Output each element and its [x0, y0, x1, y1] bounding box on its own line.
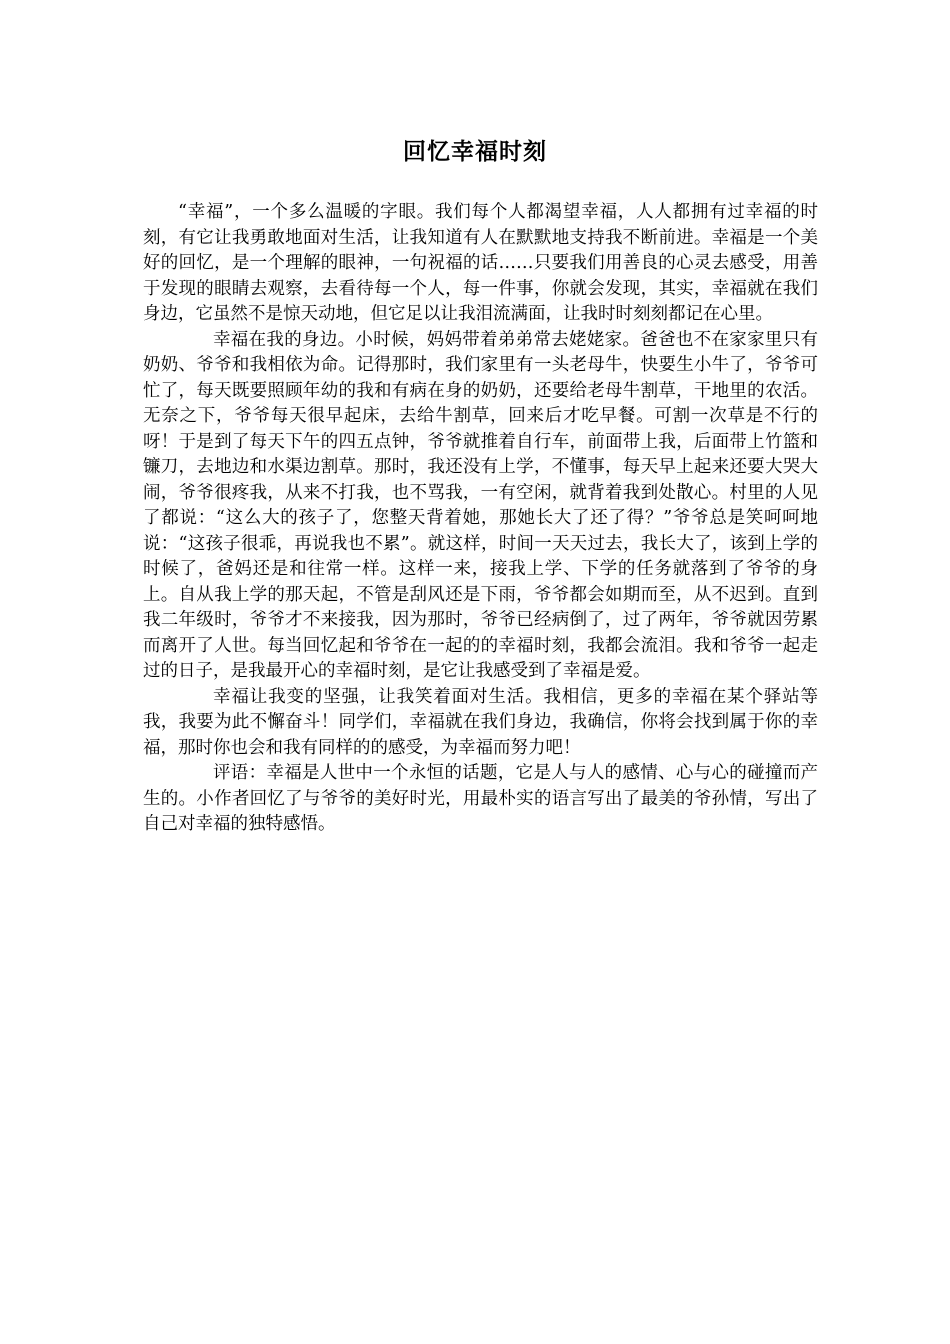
paragraph-grandfather-story: 幸福在我的身边。小时候，妈妈带着弟弟常去姥姥家。爸爸也不在家家里只有奶奶、爷爷和我相依为命。记得那时，我们家里有一头老母牛，快要生小牛了，爷爷可忙了，每天既要照顾年幼的我和有病在身的奶奶，还要给老母牛割草，干地里的农活。无奈之下，爷爷每天很早起床，去给牛割草，回来后才吃早餐。可割一次草是不行的呀！于是到了每天下午的四五点钟，爷爷就推着自行车，前面带上我，后面带上竹篮和镰刀，去地边和水渠边割草。那时，我还没有上学，不懂事，每天早上起来还要大哭大闹，爷爷很疼我，从来不打我，也不骂我，一有空闲，就背着我到处散心。村里的人见了都说：“这么大的孩子了，您整天背着她，那她长大了还了得？”爷爷总是笑呵呵地说：“这孩子很乖，再说我也不累”。就这样，时间一天天过去，我长大了，该到上学的时候了，爸妈还是和往常一样。这样一来，接我上学、下学的任务就落到了爷爷的身上。自从我上学的那天起，不管是刮风还是下雨，爷爷都会如期而至，从不迟到。直到我二年级时，爷爷才不来接我，因为那时，爷爷已经病倒了，过了两年，爷爷就因劳累而离开了人世。每当回忆起和爷爷在一起的的幸福时刻，我都会流泪。我和爷爷一起走过的日子，是我最开心的幸福时刻，是它让我感受到了幸福是爱。	[143, 329, 818, 681]
paragraph-teacher-comment: 评语：幸福是人世中一个永恒的话题，它是人与人的感情、心与心的碰撞而产生的。小作者回忆了与爷爷的美好时光，用最朴实的语言写出了最美的爷孙情，写出了自己对幸福的独特感悟。	[143, 763, 818, 834]
document-body	[143, 200, 818, 838]
document-title: 回忆幸福时刻	[403, 139, 547, 165]
paragraph-intro: “幸福”，一个多么温暖的字眼。我们每个人都渴望幸福，人人都拥有过幸福的时刻，有它让我勇敢地面对生活，让我知道有人在默默地支持我不断前进。幸福是一个美好的回忆，是一个理解的眼神，一句祝福的话……只要我们用善良的心灵去感受，用善于发现的眼睛去观察，去看待每一个人，每一件事，你就会发现，其实，幸福就在我们身边，它虽然不是惊天动地，但它足以让我泪流满面，让我时时刻刻都记在心里。	[143, 202, 818, 324]
paragraph-conclusion: 幸福让我变的坚强，让我笑着面对生活。我相信，更多的幸福在某个驿站等我，我要为此不懈奋斗！同学们，幸福就在我们身边，我确信，你将会找到属于你的幸福，那时你也会和我有同样的的感受，为幸福而努力吧！	[143, 686, 818, 758]
